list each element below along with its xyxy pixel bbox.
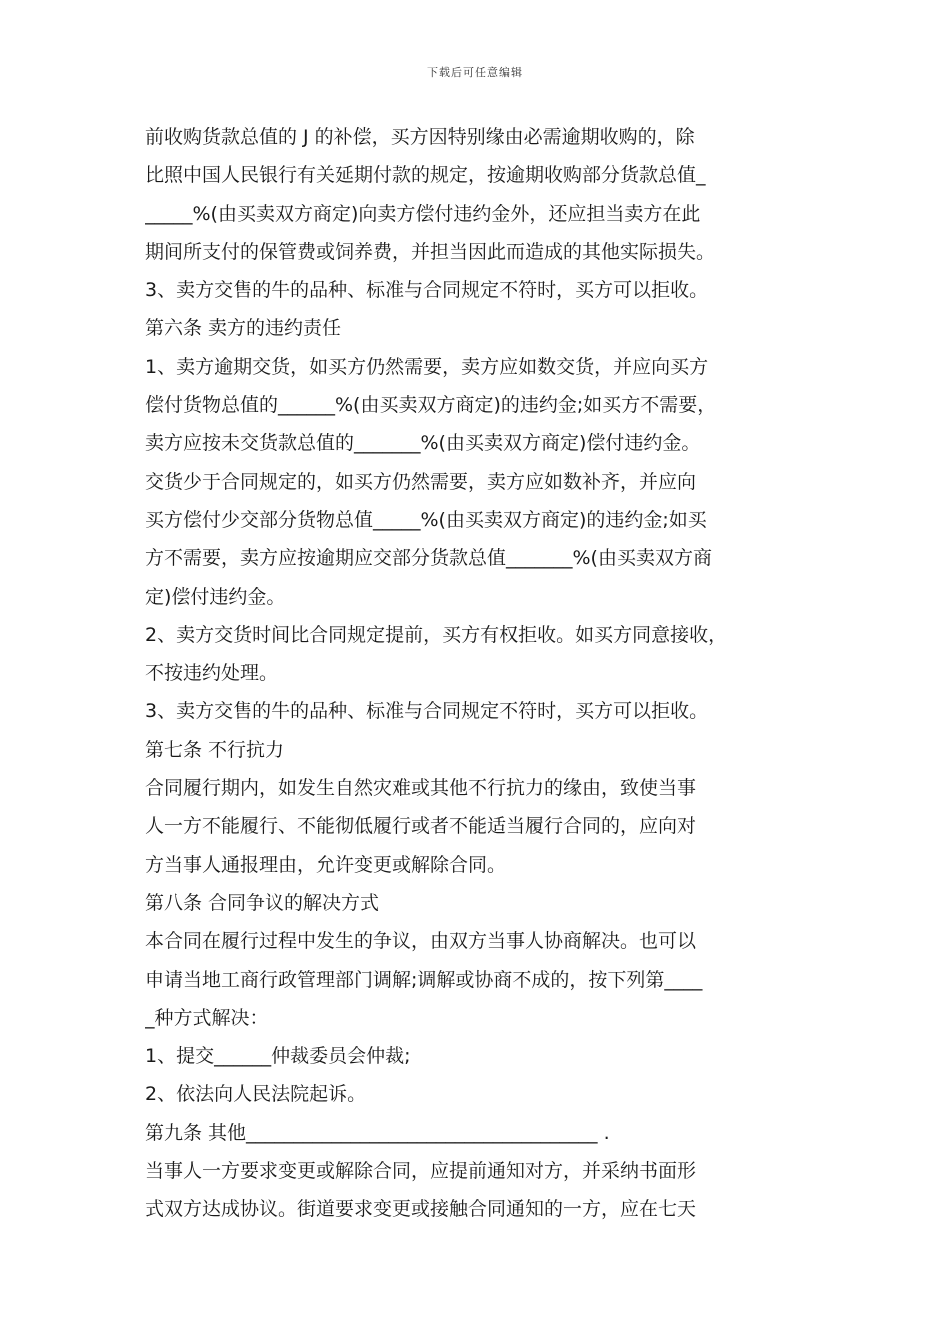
text-line: 比照中国人民银行有关延期付款的规定，按逾期收购部分货款总值_ bbox=[145, 164, 706, 187]
page-header: 下载后可任意编辑 bbox=[427, 66, 523, 79]
section-heading: 第六条 卖方的违约责任 bbox=[145, 317, 342, 340]
text-line: 期间所支付的保管费或饲养费，并担当因此而造成的其他实际损失。 bbox=[145, 240, 716, 263]
text-line: 方不需要，卖方应按逾期应交部分货款总值_______%(由买卖双方商 bbox=[145, 547, 712, 570]
text-line: 2、依法向人民法院起诉。 bbox=[145, 1083, 367, 1106]
section-heading: 第八条 合同争议的解决方式 bbox=[145, 891, 380, 914]
text-line: 2、卖方交货时间比合同规定提前，买方有权拒收。如买方同意接收， bbox=[145, 623, 728, 646]
text-line: _种方式解决： bbox=[145, 1006, 269, 1029]
section-heading: 第九条 其他_____________________________________ . bbox=[145, 1121, 610, 1144]
text-line: 当事人一方要求变更或解除合同，应提前通知对方，并采纳书面形 bbox=[145, 1160, 697, 1183]
text-line: 人一方不能履行、不能彻低履行或者不能适当履行合同的，应向对 bbox=[145, 815, 697, 838]
text-line: 不按违约处理。 bbox=[145, 662, 279, 685]
text-line: 合同履行期内，如发生自然灾难或其他不行抗力的缘由，致使当事 bbox=[145, 777, 697, 800]
text-line: 3、卖方交售的牛的品种、标准与合同规定不符时，买方可以拒收。 bbox=[145, 700, 709, 723]
text-line: 定)偿付违约金。 bbox=[145, 585, 286, 608]
text-line: 交货少于合同规定的，如买方仍然需要，卖方应如数补齐，并应向 bbox=[145, 470, 697, 493]
text-line: _____%(由买卖双方商定)向卖方偿付违约金外，还应担当卖方在此 bbox=[145, 202, 701, 225]
text-line: 式双方达成协议。街道要求变更或接触合同通知的一方，应在七天 bbox=[145, 1198, 697, 1221]
text-line: 3、卖方交售的牛的品种、标准与合同规定不符时，买方可以拒收。 bbox=[145, 279, 709, 302]
text-line: 1、卖方逾期交货，如买方仍然需要，卖方应如数交货，并应向买方 bbox=[145, 355, 709, 378]
document-body bbox=[145, 118, 825, 1229]
text-line: 1、提交______仲裁委员会仲裁; bbox=[145, 1045, 411, 1068]
text-line: 方当事人通报理由，允许变更或解除合同。 bbox=[145, 853, 507, 876]
section-heading: 第七条 不行抗力 bbox=[145, 738, 285, 761]
text-line: 前收购货款总值的 J 的补偿，买方因特别缘由必需逾期收购的，除 bbox=[145, 126, 695, 148]
text-line: 买方偿付少交部分货物总值_____%(由买卖双方商定)的违约金;如买 bbox=[145, 508, 707, 531]
text-line: 偿付货物总值的______%(由买卖双方商定)的违约金;如买方不需要， bbox=[145, 394, 717, 417]
text-line: 卖方应按未交货款总值的_______%(由买卖双方商定)偿付违约金。 bbox=[145, 432, 701, 455]
text-line: 申请当地工商行政管理部门调解;调解或协商不成的，按下列第____ bbox=[145, 968, 703, 991]
text-line: 本合同在履行过程中发生的争议，由双方当事人协商解决。也可以 bbox=[145, 930, 697, 953]
